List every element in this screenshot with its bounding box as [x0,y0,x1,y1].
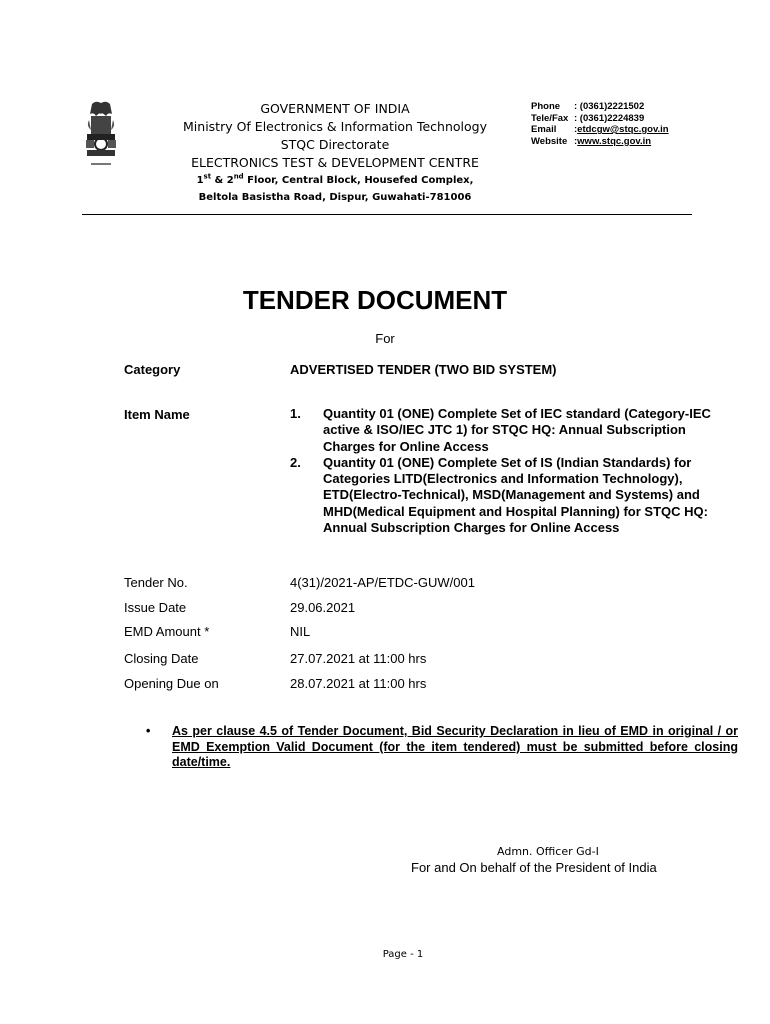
national-emblem-icon [82,100,120,172]
letterhead-address-line2: Beltola Basistha Road, Dispur, Guwahati-781006 [198,192,472,203]
category-label: Category [124,362,181,377]
bullet-icon: • [146,724,151,738]
emd-amount-label: EMD Amount * [124,624,210,639]
email-link[interactable]: etdcgw@stqc.gov.in [577,124,669,135]
category-value: ADVERTISED TENDER (TWO BID SYSTEM) [290,362,557,377]
item-list [290,406,740,536]
tender-no-label: Tender No. [124,575,188,590]
letterhead-directorate: STQC Directorate [280,137,390,152]
emd-note-text: As per clause 4.5 of Tender Document, Bid Security Declaration in lieu of EMD in original / or EMD Exemption Valid Document (for the item tendered) must be submitted before closing date/time. [172,724,738,769]
emd-amount-value: NIL [290,624,311,639]
list-item: 1. Quantity 01 (ONE) Complete Set of IEC standard (Category-IEC active & ISO/IEC JTC 1) for STQC HQ: Annual Subscription Charges for Online Access [290,406,711,454]
tender-no-value: 4(31)/2021-AP/ETDC-GUW/001 [290,575,475,590]
page-number: Page - 1 [382,949,424,960]
document-subtitle: For [375,331,395,346]
email-label: Email [531,124,557,135]
contact-block: Phone : (0361)2221502 Tele/Fax : (0361)2224839 Email : etdcgw@stqc.gov.in Website : www.stqc.gov.in [531,101,669,147]
letterhead-ministry: Ministry Of Electronics & Information Technology [183,119,487,134]
issue-date-value: 29.06.2021 [290,600,356,615]
website-link[interactable]: www.stqc.gov.in [577,135,652,147]
phone-value: : (0361)2221502 [574,101,645,112]
opening-due-value: 28.07.2021 at 11:00 hrs [290,676,427,691]
fax-value: : (0361)2224839 [574,112,645,124]
phone-label: Phone [531,101,561,112]
signatory-designation: Admn. Officer Gd-I [497,845,599,858]
document-title: TENDER DOCUMENT [242,285,508,315]
signatory-behalf: For and On behalf of the President of India [411,860,657,875]
letterhead-address-line1: 1st & 2nd Floor, Central Block, Housefed Complex, [196,172,474,186]
closing-date-label: Closing Date [124,651,199,666]
closing-date-value: 27.07.2021 at 11:00 hrs [290,651,427,666]
opening-due-label: Opening Due on [124,676,219,691]
letterhead-government: GOVERNMENT OF INDIA [260,101,410,116]
item-name-label: Item Name [124,407,190,422]
header-divider [82,214,692,215]
website-label: Website [531,135,568,147]
list-item: 2. Quantity 01 (ONE) Complete Set of IS (Indian Standards) for Categories LITD(Electronics and Information Technology), ETD(Electro-Technical), MSD(Management and Systems) and MHD(Medical Equipment and Hospital Planning) for STQC HQ: Annual Subscription Charges for Online Access [290,454,708,536]
issue-date-label: Issue Date [124,600,187,615]
letterhead-centre: ELECTRONICS TEST & DEVELOPMENT CENTRE [191,155,479,170]
letterhead [160,100,510,206]
fax-label: Tele/Fax [531,112,569,124]
emd-note [146,724,738,771]
